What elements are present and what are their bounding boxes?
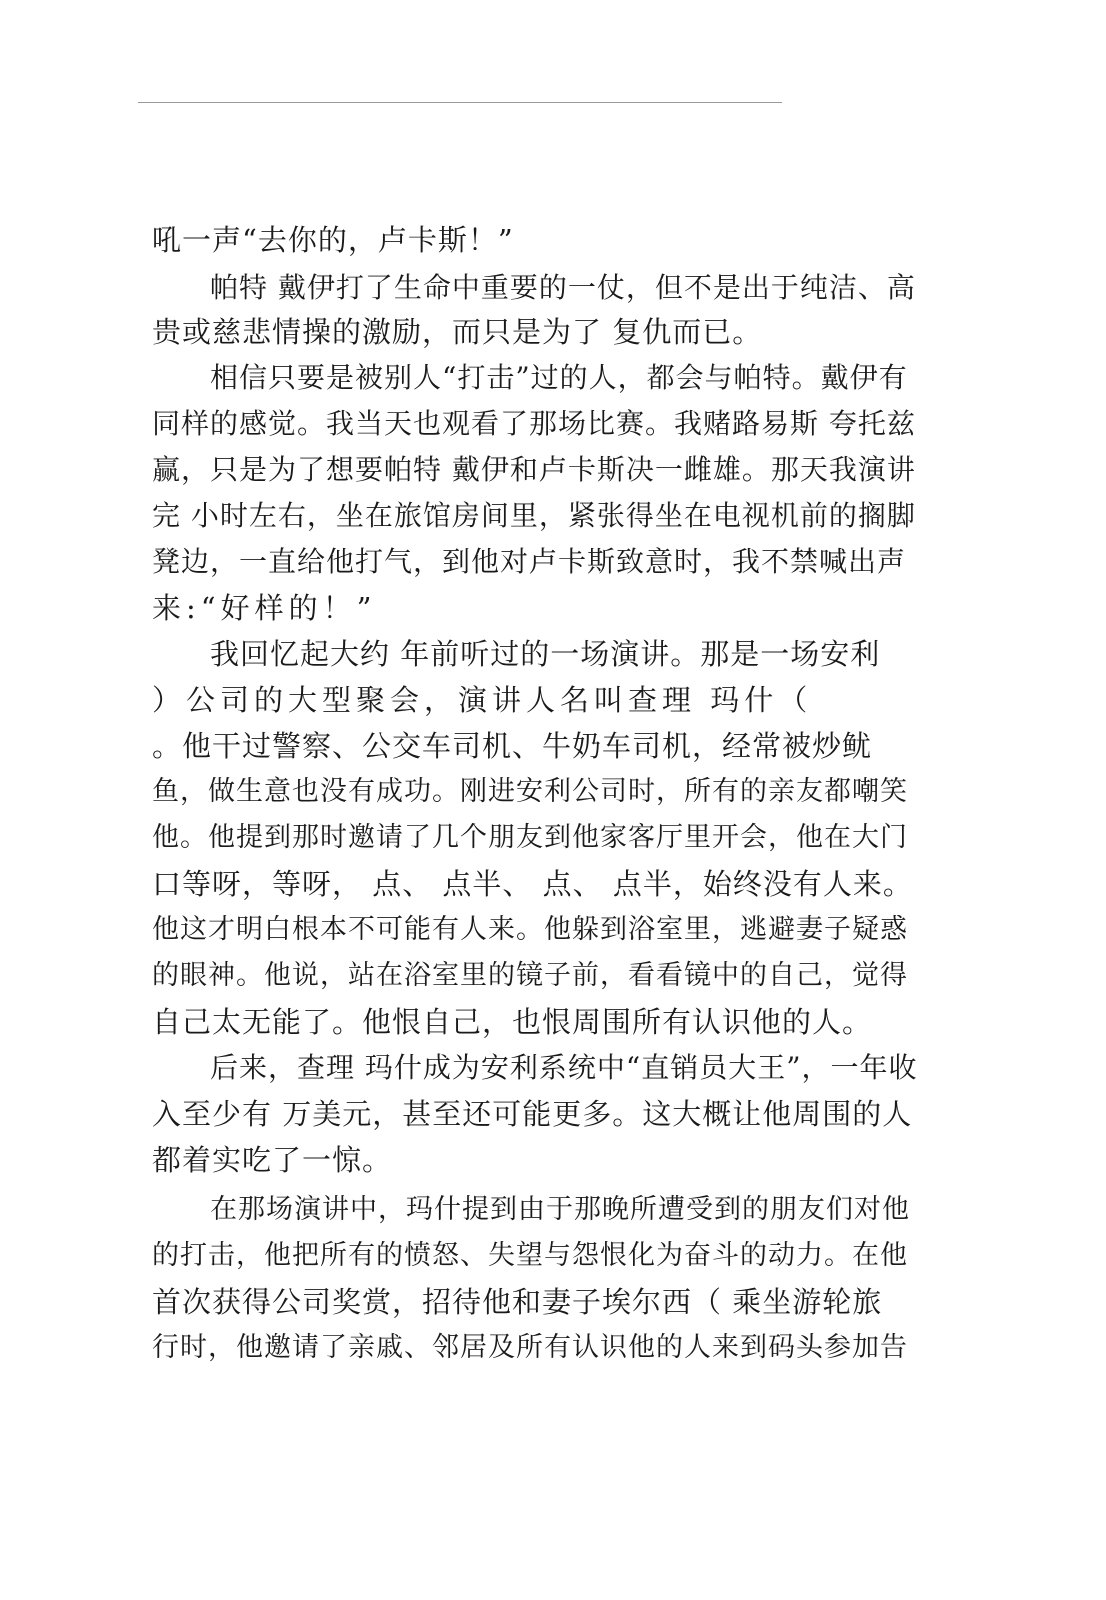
- text-line: 相信只要是被别人“打击”过的人，都会与帕特。戴伊有: [210, 361, 908, 394]
- text-line: 。他干过警察、公交车司机、牛奶车司机，经常被炒鱿: [152, 729, 873, 763]
- text-line: 贵或慈悲情操的激励，而只是为了 复仇而已。: [152, 315, 763, 349]
- text-line: 入至少有 万美元，甚至还可能更多。这大概让他周围的人: [152, 1097, 913, 1131]
- text-line: 行时，他邀请了亲戚、邻居及所有认识他的人来到码头参加告: [152, 1332, 908, 1363]
- text-line: 我回忆起大约 年前听过的一场演讲。那是一场安利: [210, 637, 881, 671]
- text-line: 赢，只是为了想要帕特 戴伊和卢卡斯决一雌雄。那天我演讲: [152, 453, 916, 486]
- text-line: 口等呀，等呀， 点、 点半、 点、 点半，始终没有人来。: [152, 867, 913, 901]
- text-line: 后来，查理 玛什成为安利系统中“直销员大王”，一年收: [210, 1051, 918, 1084]
- text-line: 在那场演讲中，玛什提到由于那晚所遭受到的朋友们对他: [210, 1194, 910, 1225]
- text-line: 他。他提到那时邀请了几个朋友到他家客厅里开会，他在大门: [152, 822, 908, 853]
- text-line: 凳边，一直给他打气，到他对卢卡斯致意时，我不禁喊出声: [152, 545, 907, 578]
- text-line: 帕特 戴伊打了生命中重要的一仗，但不是出于纯洁、高: [210, 271, 916, 304]
- text-line: 来:“好样的！”: [152, 591, 377, 625]
- text-line: 自己太无能了。他恨自己，也恨周围所有认识他的人。: [152, 1005, 873, 1039]
- text-line: 都着实吃了一惊。: [152, 1143, 393, 1177]
- text-line: 完 小时左右，坐在旅馆房间里，紧张得坐在电视机前的搁脚: [152, 499, 916, 532]
- text-line: 同样的感觉。我当天也观看了那场比赛。我赌路易斯 夸托兹: [152, 407, 916, 440]
- text-line: 首次获得公司奖赏，招待他和妻子埃尔西（ 乘坐游轮旅: [152, 1285, 883, 1319]
- header-rule: [138, 102, 782, 103]
- text-line: 的眼神。他说，站在浴室里的镜子前，看看镜中的自己，觉得: [152, 960, 908, 991]
- text-line: 他这才明白根本不可能有人来。他躲到浴室里，逃避妻子疑惑: [152, 914, 908, 945]
- text-line: 鱼，做生意也没有成功。刚进安利公司时，所有的亲友都嘲笑: [152, 776, 908, 807]
- text-line: 的打击，他把所有的愤怒、失望与怨恨化为奋斗的动力。在他: [152, 1240, 908, 1271]
- text-line: 吼一声“去你的，卢卡斯！”: [152, 223, 514, 257]
- text-line: ）公司的大型聚会，演讲人名叫查理 玛什（: [152, 683, 813, 717]
